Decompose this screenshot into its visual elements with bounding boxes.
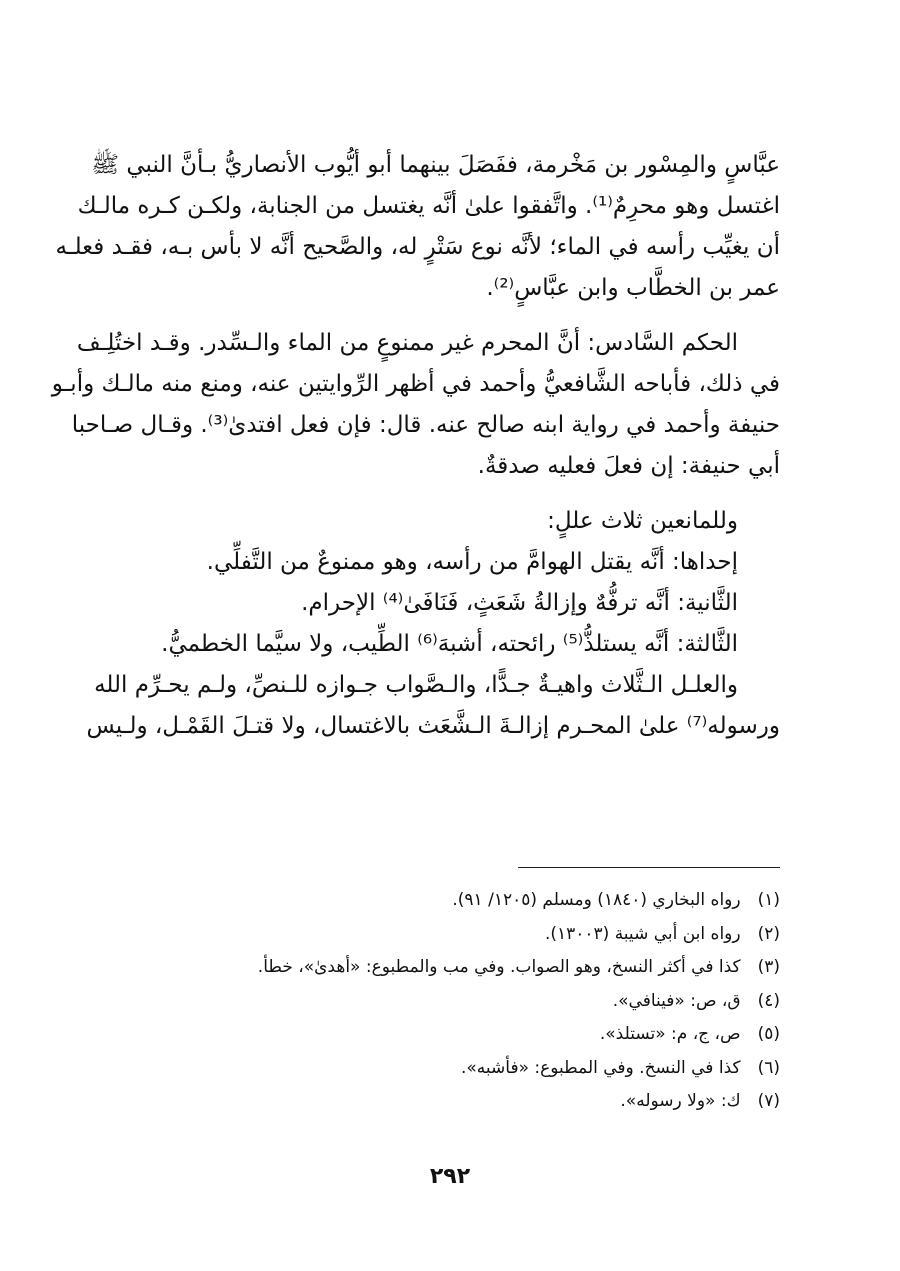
footnotes [120, 884, 780, 1119]
page-number: ٢٩٢ [429, 1164, 471, 1189]
text-line: أن يغيِّب رأسه في الماء؛ لأنَّه نوع سَتْرٍ له، والصَّحيح أنَّه لا بأس بـه، فقـد فعلـه [55, 234, 780, 260]
text-line: حنيفة وأحمد في رواية ابنه صالح عنه. قال: فإن فعل افتدىٰ⁽³⁾. وقـال صـاحبا [71, 412, 780, 438]
paragraph-gap [120, 309, 780, 323]
text-line: عمر بن الخطَّاب وابن عبَّاسٍ⁽²⁾. [486, 275, 780, 301]
text-line: في ذلك، فأباحه الشَّافعيُّ وأحمد في أظهر الرِّوايتين عنه، ومنع منه مالـك وأبـو [51, 371, 780, 397]
text-line: والعلـل الـثَّلاث واهيـةٌ جـدًّا، والـصَّواب جـوازه للـنصِّ، ولـم يحـرِّم الله [94, 672, 738, 698]
footnote-text: ك: «ولا رسوله». [620, 1091, 741, 1111]
footnote-number: (١) [757, 890, 780, 910]
text-line: ورسوله⁽⁷⁾ علىٰ المحـرم إزالـةَ الـشَّعَث بالاغتسال، ولا قتـلَ القَمْـل، ولـيس [86, 713, 780, 739]
footnote-number: (٦) [757, 1057, 780, 1078]
footnote-text: كذا في النسخ. وفي المطبوع: «فأشبه». [460, 1057, 741, 1078]
footnote-text: كذا في أكثر النسخ، وهو الصواب. وفي مب والمطبوع: «أهدىٰ»، خطأ. [257, 957, 741, 977]
footnote [120, 1018, 780, 1052]
footnote-number: (٢) [757, 923, 780, 944]
footnote [120, 1085, 780, 1119]
footnote-text: رواه البخاري (١٨٤٠) ومسلم (١٢٠٥/ ٩١). [452, 890, 741, 910]
footnote-text: ص، ج، م: «تستلذ». [599, 1024, 741, 1044]
footnote-number: (٧) [757, 1091, 780, 1111]
text-line: اغتسل وهو محرِمٌ⁽¹⁾. واتَّفقوا علىٰ أنَّه يغتسل من الجنابة، ولكـن كـره مالـك [77, 193, 780, 219]
text-line: الحكم السَّادس: أنَّ المحرم غير ممنوعٍ من الماء والـسِّدر. وقـد اختُلِـف [76, 330, 738, 356]
text-line: عبَّاسٍ والمِسْور بن مَخْرمة، ففَصَلَ بينهما أبو أيُّوب الأنصاريُّ بـأنَّ النبي ﷺ [91, 152, 780, 178]
footnote [120, 918, 780, 952]
footnote-number: (٣) [757, 957, 780, 977]
footnote-number: (٥) [757, 1024, 780, 1044]
footnote [120, 1052, 780, 1086]
footnote [120, 951, 780, 985]
text-line: الثَّانية: أنَّه ترفُّهٌ وإزالةُ شَعَثٍ، فَنَافَىٰ⁽⁴⁾ الإحرام. [301, 590, 738, 616]
text-line: أبي حنيفة: إن فعلَ فعليه صدقةٌ. [477, 453, 780, 479]
text-line: وللمانعين ثلاث عللٍ: [547, 508, 738, 534]
footnote-number: (٤) [757, 990, 780, 1011]
footnote [120, 985, 780, 1019]
text-line: إحداها: أنَّه يقتل الهوامَّ من رأسه، وهو ممنوعٌ من التَّفلِّي. [206, 549, 738, 575]
paragraph-gap [120, 487, 780, 501]
footnote [120, 884, 780, 918]
text-line: الثَّالثة: أنَّه يستلذُّ⁽⁵⁾ رائحته، أشبهَ⁽⁶⁾ الطِّيب، ولا سيَّما الخطميُّ. [161, 631, 738, 657]
footnote-text: رواه ابن أبي شيبة (١٣٠٠٣). [544, 923, 741, 944]
footnote-text: ق، ص: «فينافي». [612, 990, 741, 1011]
footnote-divider [518, 867, 780, 868]
main-text [51, 145, 780, 747]
